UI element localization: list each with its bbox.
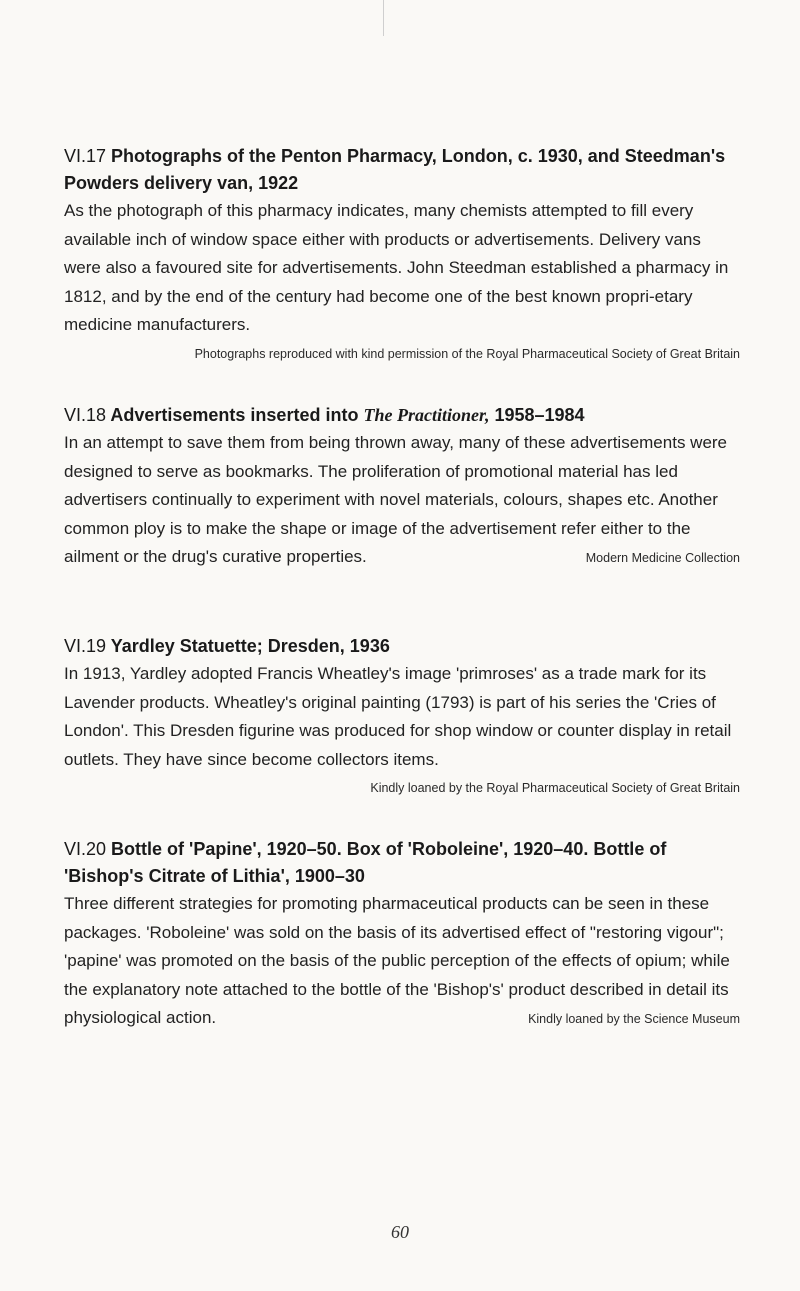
entry-body-text: Three different strategies for promoting pharmaceutical products can be seen in these packages. 'Roboleine' was sold on the basis of its advertised effect of "restoring vigour"; 'papine' was promoted on the basis of the public perception of the effects of opium; while the explanatory note attached to the bottle of the 'Bishop's' product described in detail its physiological action. [64, 894, 730, 1027]
entry-body: In 1913, Yardley adopted Francis Wheatley's image 'primroses' as a trade mark for its Lavender products. Wheatley's original painting (1793) is part of his series the 'Cries of London'. This Dresden figurine was produced for shop window or counter display in retail outlets. They have since become collectors items. [64, 664, 732, 769]
entry-title: Photographs of the Penton Pharmacy, London, c. 1930, and Steedman's Powders delivery van, 1922 [64, 146, 726, 193]
entry-heading [64, 402, 740, 429]
entry-vi-18 [64, 402, 740, 572]
entry-credit: Photographs reproduced with kind permission of the Royal Pharmaceutical Society of Great Britain [194, 346, 740, 361]
entry-vi-20 [64, 836, 740, 1033]
entry-body-text: In an attempt to save them from being thrown away, many of these advertisements were designed to serve as bookmarks. The proliferation of promotional material has led advertisers continually to experiment with novel materials, colours, shapes etc. Another common ploy is to make the shape or image of the advertisement refer either to the ailment or the drug's curative properties. [64, 433, 728, 566]
entry-title-prefix: Advertisements inserted into [110, 405, 359, 425]
entry-title-dates: 1958–1984 [494, 405, 585, 425]
entry-code: VI.18 [64, 405, 107, 425]
entry-title: Yardley Statuette; Dresden, 1936 [110, 636, 390, 656]
entry-body [64, 890, 740, 1033]
document-page [64, 0, 740, 1291]
entry-vi-17 [64, 143, 740, 364]
entry-code: VI.20 [64, 839, 107, 859]
entry-credit: Kindly loaned by the Royal Pharmaceutical Society of Great Britain [370, 781, 740, 795]
entry-code: VI.17 [64, 146, 107, 166]
page-number: 60 [391, 1222, 409, 1242]
entry-credit: Kindly loaned by the Science Museum [528, 1012, 740, 1026]
entry-credit: Modern Medicine Collection [585, 551, 740, 565]
entry-heading [64, 143, 740, 197]
entry-title: Bottle of 'Papine', 1920–50. Box of 'Roboleine', 1920–40. Bottle of 'Bishop's Citrate of Lithia', 1900–30 [64, 839, 667, 886]
entry-body [64, 429, 740, 572]
entry-code: VI.19 [64, 636, 107, 656]
entry-title-publication: The Practitioner, [363, 405, 490, 425]
entry-vi-19 [64, 633, 740, 798]
entry-heading [64, 836, 740, 890]
entry-heading [64, 633, 740, 660]
entry-body: As the photograph of this pharmacy indicates, many chemists attempted to fill every available inch of window space either with products or advertisements. Delivery vans were also a favoured site for advertisements. John Steedman established a pharmacy in 1812, and by the end of the century had become one of the best known propri-etary medicine manufacturers. [64, 201, 729, 334]
